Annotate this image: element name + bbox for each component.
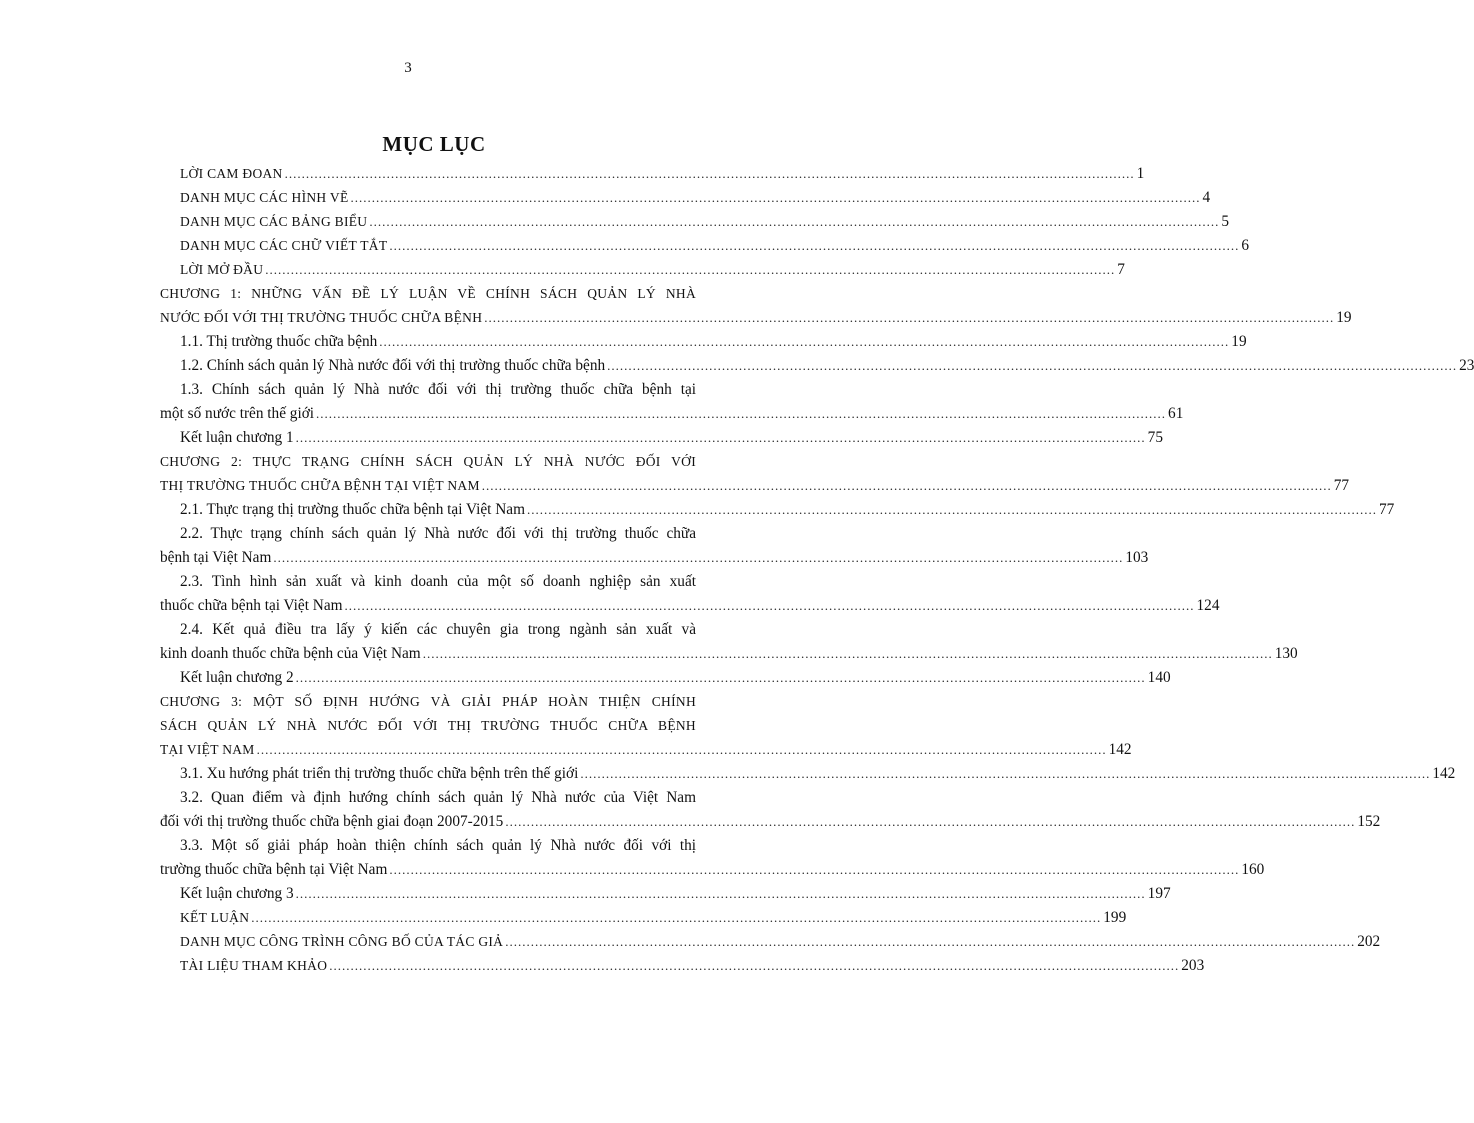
toc-entry-loi-cam-doan[interactable] xyxy=(180,162,1145,186)
toc-entry-2-3[interactable] xyxy=(160,570,1220,618)
toc-entry-text: CHƯƠNG 1: NHỮNG VẤN ĐỀ LÝ LUẬN VỀ CHÍNH SÁCH QUẢN LÝ NHÀ xyxy=(160,286,696,301)
toc-entry-ket-luan-chuong-3[interactable] xyxy=(180,882,1171,906)
leader-dots: ........................................................................................................................................................................................................ xyxy=(295,670,1146,685)
toc-page-number: 77 xyxy=(1379,501,1395,518)
leader-dots: ........................................................................................................................................................................................................ xyxy=(329,958,1180,973)
toc-entry-text: LỜI CAM ĐOAN xyxy=(180,166,283,181)
toc-entry-loi-mo-dau[interactable] xyxy=(180,258,1125,282)
leader-dots: ........................................................................................................................................................................................................ xyxy=(580,766,1431,781)
toc-entry-ket-luan-chuong-2[interactable] xyxy=(180,666,1171,690)
toc-page-number: 7 xyxy=(1117,261,1125,278)
toc-entry-tai-lieu-tham-khao[interactable] xyxy=(180,954,1205,978)
toc-entry-text-continued: một số nước trên thế giới xyxy=(160,405,315,422)
toc-entry-chuong-2[interactable] xyxy=(160,450,1350,498)
leader-dots: ........................................................................................................................................................................................................ xyxy=(422,646,1273,661)
toc-entry-2-2[interactable] xyxy=(160,522,1149,570)
page-title: MỤC LỤC xyxy=(382,132,486,156)
toc-page-number: 197 xyxy=(1147,885,1171,902)
toc-page-number: 152 xyxy=(1357,813,1381,830)
toc-entry-text: Kết luận chương 1 xyxy=(180,429,294,446)
toc-entry-text: LỜI MỞ ĐẦU xyxy=(180,262,264,277)
leader-dots: ........................................................................................................................................................................................................ xyxy=(316,406,1167,421)
toc-page-number: 199 xyxy=(1103,909,1127,926)
leader-dots: ........................................................................................................................................................................................................ xyxy=(295,430,1146,445)
toc-entry-danh-muc-cong-trinh[interactable] xyxy=(180,930,1381,954)
toc-entry-text-continued: đối với thị trường thuốc chữa bệnh giai đoạn 2007-2015 xyxy=(160,813,504,830)
toc-entry-3-3[interactable] xyxy=(160,834,1265,882)
toc-entry-text: KẾT LUẬN xyxy=(180,910,250,925)
toc-entry-text: 2.1. Thực trạng thị trường thuốc chữa bệnh tại Việt Nam xyxy=(180,501,525,518)
toc-entry-text: 3.2. Quan điểm và định hướng chính sách quản lý Nhà nước của Việt Nam xyxy=(180,789,696,806)
toc-entry-text: 1.1. Thị trường thuốc chữa bệnh xyxy=(180,333,378,350)
leader-dots: ........................................................................................................................................................................................................ xyxy=(527,502,1377,517)
toc-page-number: 124 xyxy=(1196,597,1220,614)
leader-dots: ........................................................................................................................................................................................................ xyxy=(484,310,1335,325)
leader-dots: ........................................................................................................................................................................................................ xyxy=(505,934,1356,949)
toc-entry-text-continued: thuốc chữa bệnh tại Việt Nam xyxy=(160,597,343,614)
toc-page-number: 77 xyxy=(1333,477,1350,494)
leader-dots: ........................................................................................................................................................................................................ xyxy=(350,190,1201,205)
toc-entry-2-4[interactable] xyxy=(160,618,1298,666)
toc-entry-chuong-3[interactable] xyxy=(160,690,1132,762)
leader-dots: ........................................................................................................................................................................................................ xyxy=(251,910,1102,925)
toc-page-number: 202 xyxy=(1357,933,1381,950)
toc-page-number: 75 xyxy=(1147,429,1163,446)
toc-entry-ket-luan-chuong-1[interactable] xyxy=(180,426,1163,450)
toc-entry-text-continued: NƯỚC ĐỐI VỚI THỊ TRƯỜNG THUỐC CHỮA BỆNH xyxy=(160,310,483,325)
toc-entry-text: 3.1. Xu hướng phát triển thị trường thuốc chữa bệnh trên thế giới xyxy=(180,765,579,782)
toc-entry-3-1[interactable] xyxy=(180,762,1456,786)
toc-page-number: 1 xyxy=(1136,165,1145,182)
toc-page-number: 203 xyxy=(1181,957,1205,974)
leader-dots: ........................................................................................................................................................................................................ xyxy=(265,262,1116,277)
toc-entry-text: 1.2. Chính sách quản lý Nhà nước đối với thị trường thuốc chữa bệnh xyxy=(180,357,606,374)
page-number: 3 xyxy=(404,60,412,76)
toc-entry-text: 1.3. Chính sách quản lý Nhà nước đối với thị trường thuốc chữa bệnh tại xyxy=(180,381,696,398)
toc-entry-1-3[interactable] xyxy=(160,378,1184,426)
toc-entry-1-1[interactable] xyxy=(180,330,1247,354)
toc-entry-3-2[interactable] xyxy=(160,786,1381,834)
toc-entry-danh-muc-hinh-ve[interactable] xyxy=(180,186,1211,210)
toc-page-number: 130 xyxy=(1274,645,1298,662)
toc-page-number: 140 xyxy=(1147,669,1171,686)
toc-entry-text-continued: kinh doanh thuốc chữa bệnh của Việt Nam xyxy=(160,645,421,662)
toc-entry-text: Kết luận chương 3 xyxy=(180,885,294,902)
toc-page-number: 6 xyxy=(1241,237,1250,254)
toc-entry-text: TÀI LIỆU THAM KHẢO xyxy=(180,958,328,973)
toc-page-number: 19 xyxy=(1336,309,1352,326)
toc-entry-text: DANH MỤC CÁC CHỮ VIẾT TẮT xyxy=(180,238,388,253)
toc-entry-text: DANH MỤC CÁC BẢNG BIỂU xyxy=(180,214,368,229)
toc-entry-text-continued: SÁCH QUẢN LÝ NHÀ NƯỚC ĐỐI VỚI THỊ TRƯỜNG THUỐC CHỮA BỆNH xyxy=(160,718,696,733)
toc-page-number: 5 xyxy=(1221,213,1230,230)
leader-dots: ........................................................................................................................................................................................................ xyxy=(389,238,1240,253)
toc-entry-ket-luan[interactable] xyxy=(180,906,1127,930)
toc-entry-danh-muc-chu-viet-tat[interactable] xyxy=(180,234,1250,258)
toc-entry-text: 2.2. Thực trạng chính sách quản lý Nhà nước đối với thị trường thuốc chữa xyxy=(180,525,696,542)
leader-dots: ........................................................................................................................................................................................................ xyxy=(389,862,1240,877)
toc-entry-text-continued: trường thuốc chữa bệnh tại Việt Nam xyxy=(160,861,388,878)
toc-entry-text-continued: TẠI VIỆT NAM xyxy=(160,742,255,757)
leader-dots: ........................................................................................................................................................................................................ xyxy=(379,334,1230,349)
toc-page-number: 160 xyxy=(1241,861,1265,878)
toc-entry-chuong-1[interactable] xyxy=(160,282,1352,330)
toc-page-number: 142 xyxy=(1108,741,1132,758)
toc-page-number: 4 xyxy=(1202,189,1211,206)
toc-entry-danh-muc-bang-bieu[interactable] xyxy=(180,210,1230,234)
leader-dots: ........................................................................................................................................................................................................ xyxy=(273,550,1124,565)
toc-entry-text: CHƯƠNG 2: THỰC TRẠNG CHÍNH SÁCH QUẢN LÝ NHÀ NƯỚC ĐỐI VỚI xyxy=(160,454,696,469)
leader-dots: ........................................................................................................................................................................................................ xyxy=(481,478,1332,493)
leader-dots: ........................................................................................................................................................................................................ xyxy=(344,598,1195,613)
leader-dots: ........................................................................................................................................................................................................ xyxy=(607,358,1458,373)
toc-entry-text-continued: bệnh tại Việt Nam xyxy=(160,549,272,566)
toc-entry-text: CHƯƠNG 3: MỘT SỐ ĐỊNH HƯỚNG VÀ GIẢI PHÁP HOÀN THIỆN CHÍNH xyxy=(160,694,696,709)
toc-entry-text-continued: THỊ TRƯỜNG THUỐC CHỮA BỆNH TẠI VIỆT NAM xyxy=(160,478,480,493)
leader-dots: ........................................................................................................................................................................................................ xyxy=(256,742,1107,757)
toc-entry-text: 2.3. Tình hình sản xuất và kinh doanh của một số doanh nghiệp sản xuất xyxy=(180,573,696,590)
toc-page-number: 142 xyxy=(1432,765,1456,782)
toc-entry-text: DANH MỤC CÁC HÌNH VẼ xyxy=(180,190,349,205)
toc-page-number: 19 xyxy=(1231,333,1247,350)
toc-page-number: 61 xyxy=(1168,405,1184,422)
toc-entry-2-1[interactable] xyxy=(180,498,1395,522)
leader-dots: ........................................................................................................................................................................................................ xyxy=(505,814,1356,829)
toc-page-number: 23 xyxy=(1459,357,1474,374)
toc-entry-text: 3.3. Một số giải pháp hoàn thiện chính sách quản lý Nhà nước đối với thị xyxy=(180,837,696,854)
toc-page-number: 103 xyxy=(1125,549,1149,566)
leader-dots: ........................................................................................................................................................................................................ xyxy=(295,886,1146,901)
toc-entry-text: Kết luận chương 2 xyxy=(180,669,294,686)
toc-entry-1-2[interactable] xyxy=(180,354,1474,378)
leader-dots: ........................................................................................................................................................................................................ xyxy=(369,214,1220,229)
toc-entry-text: 2.4. Kết quả điều tra lấy ý kiến các chuyên gia trong ngành sản xuất và xyxy=(180,621,696,638)
leader-dots: ........................................................................................................................................................................................................ xyxy=(284,166,1135,181)
toc-entry-text: DANH MỤC CÔNG TRÌNH CÔNG BỐ CỦA TÁC GIẢ xyxy=(180,934,504,949)
